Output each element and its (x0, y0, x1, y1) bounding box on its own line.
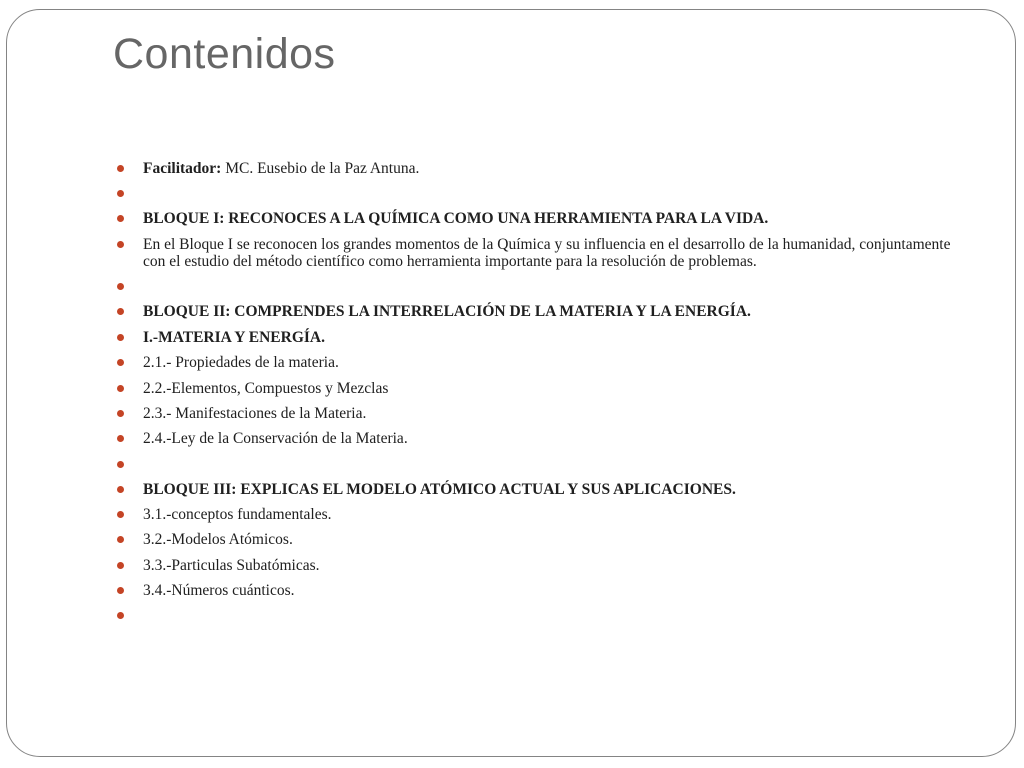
bullet-item (115, 557, 953, 574)
bullet-text: I.-MATERIA Y ENERGÍA. (143, 328, 325, 346)
bullet-item (115, 303, 953, 320)
bullet-text: En el Bloque I se reconocen los grandes momentos de la Química y su influencia en el desarrollo de la humanidad, conjuntamente con el estudio del método científico como herramienta importante para la resolución de problemas. (143, 235, 951, 271)
bullet-dot-icon (117, 587, 124, 594)
bullet-dot-icon (117, 385, 124, 392)
bullet-item (115, 380, 953, 397)
bullet-item (115, 160, 953, 177)
bullet-item (115, 607, 953, 624)
bullet-item (115, 456, 953, 473)
bullet-text: 2.2.-Elementos, Compuestos y Mezclas (143, 379, 389, 397)
bullet-dot-icon (117, 536, 124, 543)
bullet-dot-icon (117, 334, 124, 341)
bullet-text: BLOQUE I: RECONOCES A LA QUÍMICA COMO UNA HERRAMIENTA PARA LA VIDA. (143, 210, 769, 228)
bullet-dot-icon (117, 486, 124, 493)
bullet-dot-icon (117, 190, 124, 197)
slide-title: Contenidos (113, 30, 336, 78)
bullet-text: 3.1.-conceptos fundamentales. (143, 505, 332, 523)
bullet-dot-icon (117, 410, 124, 417)
bullet-dot-icon (117, 511, 124, 518)
bullet-dot-icon (117, 215, 124, 222)
bullet-item (115, 430, 953, 447)
bullet-item (115, 236, 953, 271)
bullet-text: 2.4.-Ley de la Conservación de la Materia. (143, 430, 408, 448)
bullet-item (115, 354, 953, 371)
bullet-item (115, 210, 953, 227)
bullet-item (115, 582, 953, 599)
bullet-item (115, 185, 953, 202)
bullet-item (115, 506, 953, 523)
bullet-dot-icon (117, 165, 124, 172)
bullet-dot-icon (117, 435, 124, 442)
bullet-text: 2.3.- Manifestaciones de la Materia. (143, 404, 367, 422)
bullet-dot-icon (117, 612, 124, 619)
bullet-item (115, 481, 953, 498)
bullet-text: 3.4.-Números cuánticos. (143, 582, 295, 600)
bullet-text: BLOQUE III: EXPLICAS EL MODELO ATÓMICO ACTUAL Y SUS APLICACIONES. (143, 480, 736, 498)
bullet-item (115, 531, 953, 548)
bullet-text: 3.2.-Modelos Atómicos. (143, 531, 293, 549)
bullet-dot-icon (117, 562, 124, 569)
bullet-item (115, 278, 953, 295)
bullet-text: Facilitador: MC. Eusebio de la Paz Antuna. (143, 160, 420, 177)
bullet-text: 3.3.-Particulas Subatómicas. (143, 556, 320, 574)
bullet-text: BLOQUE II: COMPRENDES LA INTERRELACIÓN DE LA MATERIA Y LA ENERGÍA. (143, 303, 751, 321)
bullet-dot-icon (117, 283, 124, 290)
bullet-item (115, 329, 953, 346)
bullet-item (115, 405, 953, 422)
bullet-dot-icon (117, 461, 124, 468)
bullet-list (115, 160, 953, 632)
bullet-text: 2.1.- Propiedades de la materia. (143, 354, 339, 372)
bullet-dot-icon (117, 308, 124, 315)
bullet-dot-icon (117, 359, 124, 366)
bullet-dot-icon (117, 241, 124, 248)
